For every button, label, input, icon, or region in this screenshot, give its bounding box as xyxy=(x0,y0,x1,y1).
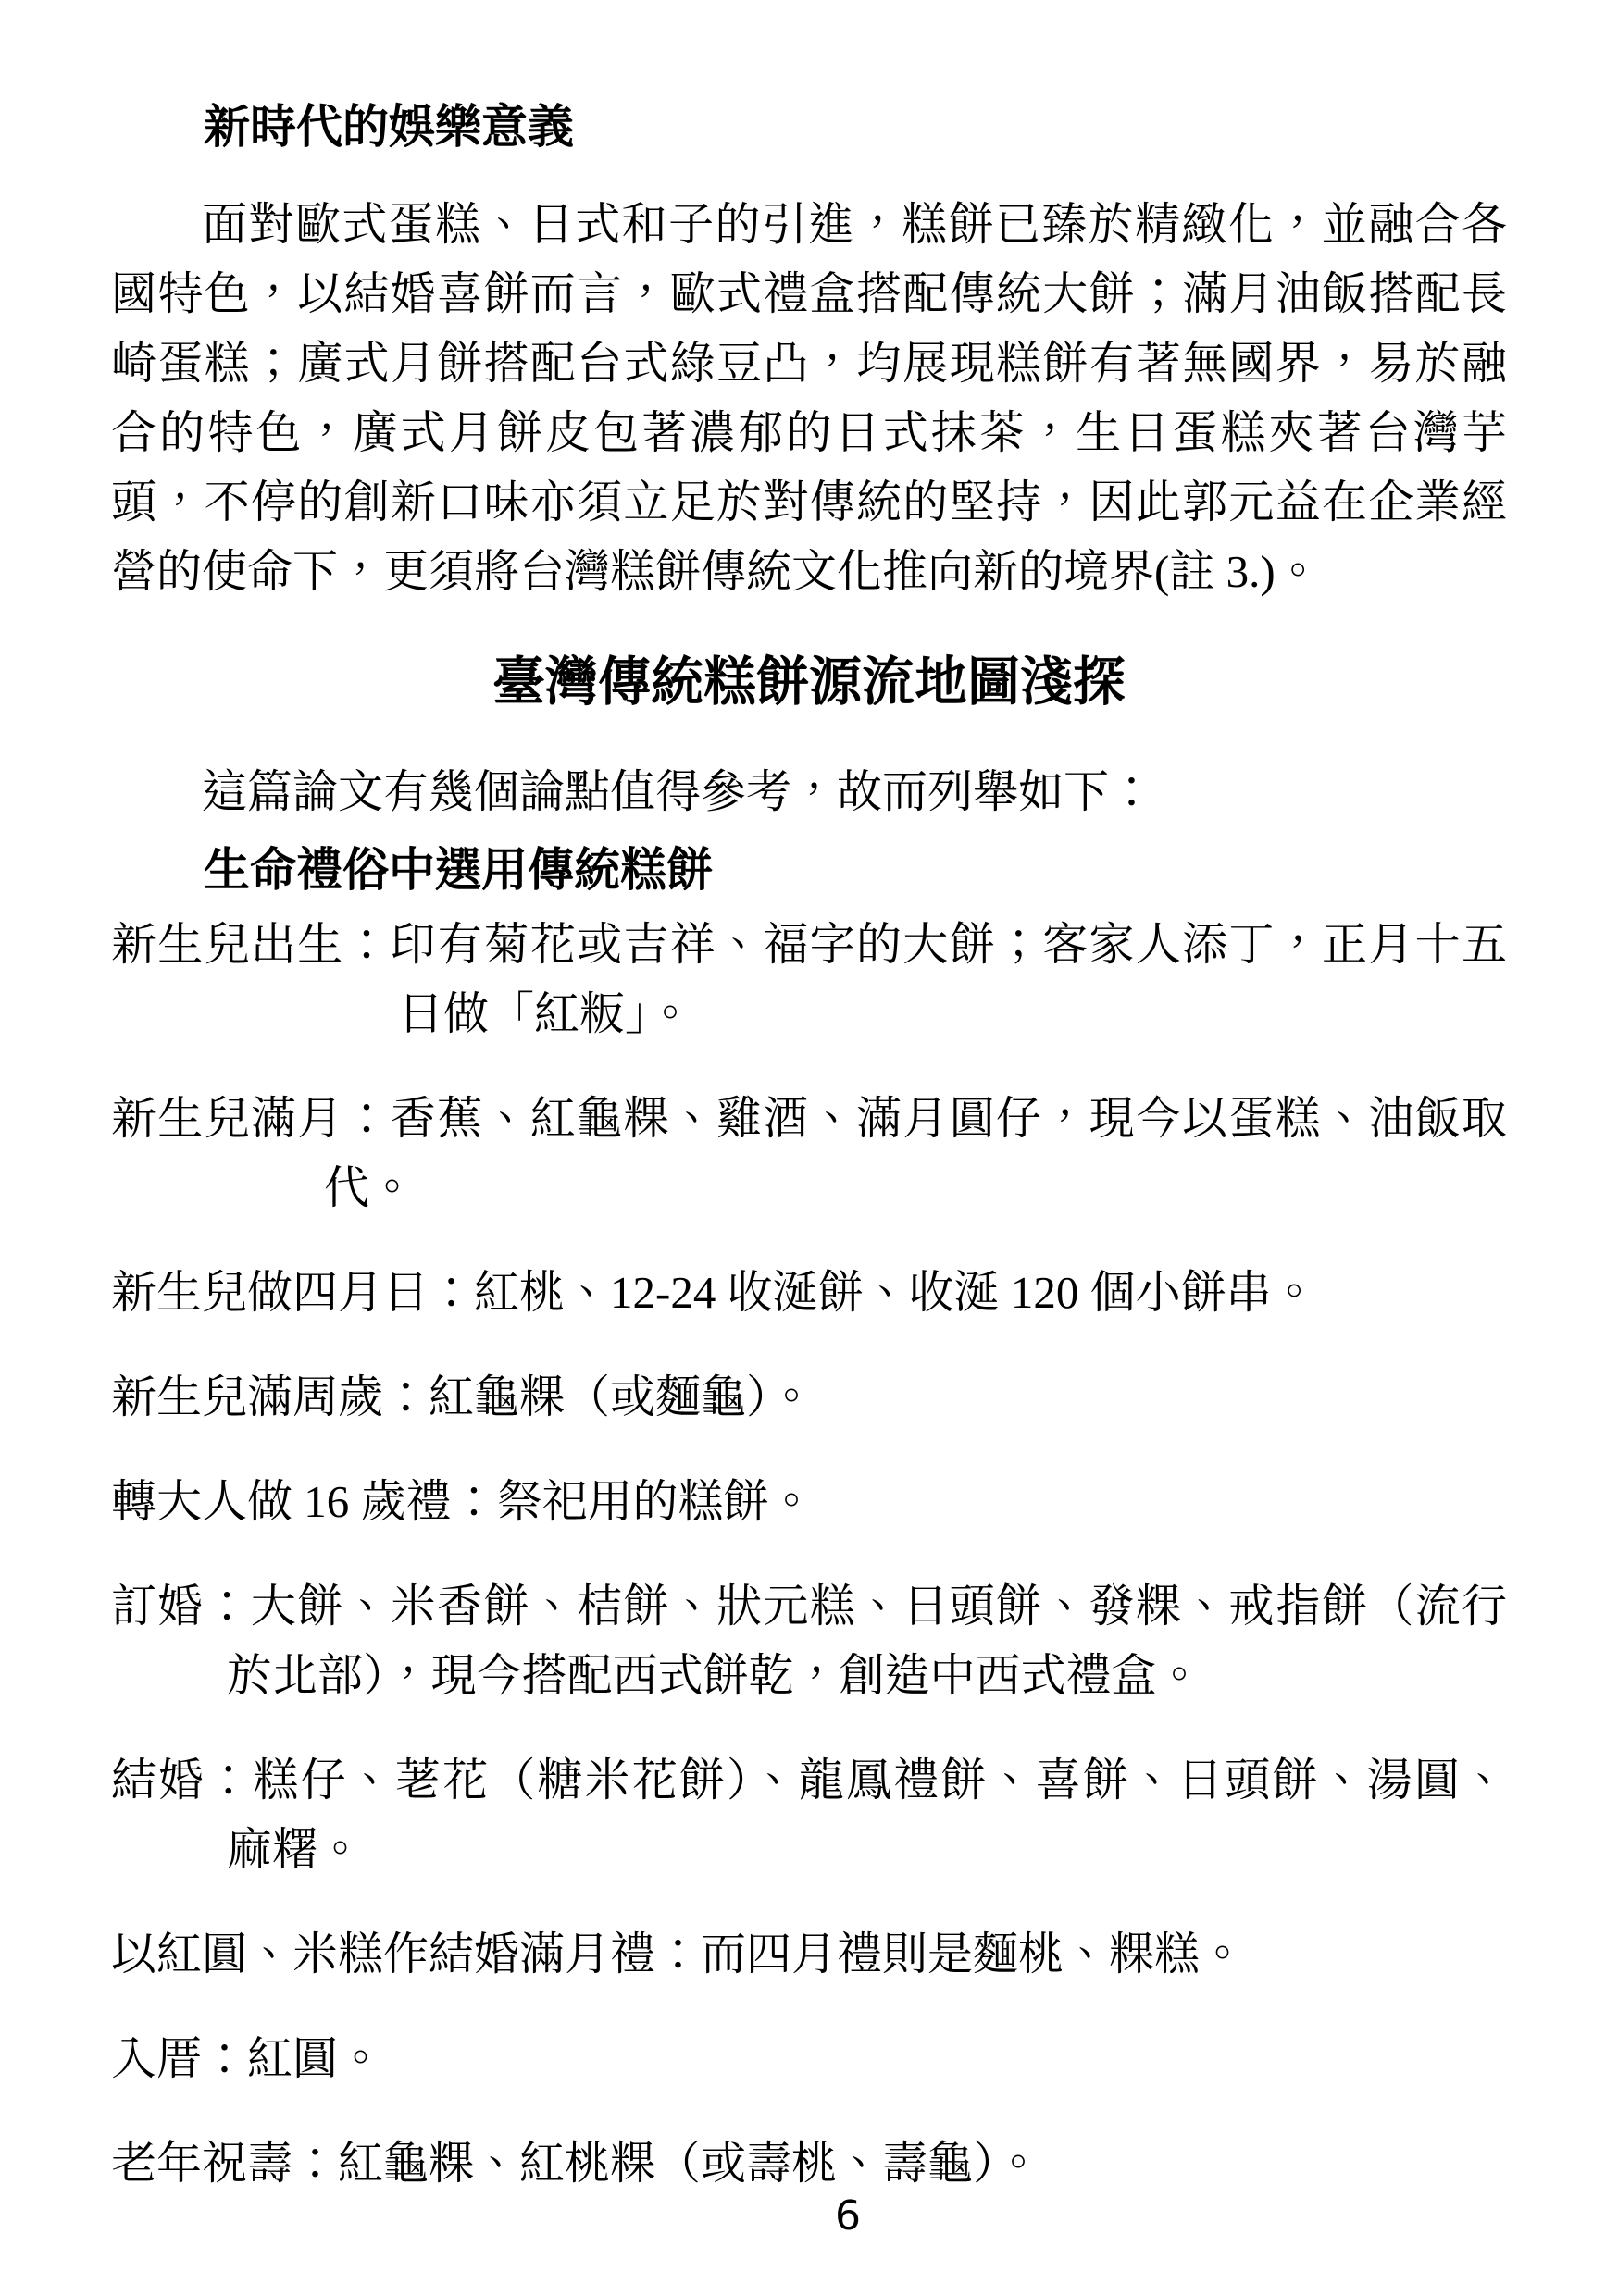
list-entry-first-birthday xyxy=(111,1362,1507,1432)
paragraph-line: 面對歐式蛋糕、日式和子的引進，糕餅已臻於精緻化，並融合各 xyxy=(202,199,1507,250)
list-entry-line: 麻糬。 xyxy=(227,1824,364,1876)
paragraph-line: 崎蛋糕；廣式月餅搭配台式綠豆凸，均展現糕餅有著無國界，易於融 xyxy=(111,338,1507,389)
page-number: 6 xyxy=(835,2192,861,2240)
list-entry-line: 日做「紅粄」。 xyxy=(398,988,693,1040)
list-entry-line: 訂婚：大餅、米香餅、桔餅、狀元糕、日頭餅、發粿、戒指餅（流行 xyxy=(111,1581,1507,1632)
paragraph-line: 頭，不停的創新口味亦須立足於對傳統的堅持，因此郭元益在企業經 xyxy=(111,477,1507,527)
paragraph-line: 營的使命下，更須將台灣糕餅傳統文化推向新的境界(註 3.)。 xyxy=(111,546,1321,597)
list-entry-fourth-month xyxy=(111,1258,1507,1327)
list-entry-line: 新生兒滿月：香蕉、紅龜粿、雞酒、滿月圓仔，現今以蛋糕、油飯取 xyxy=(111,1093,1507,1145)
list-entry-line: 以紅圓、米糕作結婚滿月禮：而四月禮則是麵桃、粿糕。 xyxy=(111,1929,1246,1980)
intro-line: 這篇論文有幾個論點值得參考，故而列舉如下： xyxy=(202,766,1155,818)
ritual-pastry-list xyxy=(111,910,1507,2198)
list-entry-line: 老年祝壽：紅龜粿、紅桃粿（或壽桃、壽龜）。 xyxy=(111,2138,1041,2190)
list-entry-elder-birthday xyxy=(111,2128,1507,2198)
list-entry-sixteen-rite xyxy=(111,1467,1507,1536)
list-entry-line: 轉大人做 16 歲禮：祭祀用的糕餅。 xyxy=(111,1476,815,1528)
list-entry-line: 入厝：紅圓。 xyxy=(111,2033,384,2085)
paragraph-line: 國特色，以結婚喜餅而言，歐式禮盒搭配傳統大餅；滿月油飯搭配長 xyxy=(111,268,1507,319)
list-entry-engagement xyxy=(111,1571,1507,1710)
list-entry-line: 新生兒滿周歲：紅龜粿（或麵龜）。 xyxy=(111,1371,815,1423)
list-entry-full-month xyxy=(111,1084,1507,1222)
list-entry-wedding-fullmonth-gift xyxy=(111,1919,1507,1989)
paragraph-line: 合的特色，廣式月餅皮包著濃郁的日式抹茶，生日蛋糕夾著台灣芋 xyxy=(111,407,1507,458)
list-entry-line: 結婚：糕仔、荖花（糖米花餅）、龍鳳禮餅、喜餅、日頭餅、湯圓、 xyxy=(111,1755,1507,1806)
section-heading-life-rituals: 生命禮俗中選用傳統糕餅 xyxy=(204,844,713,897)
list-entry-housewarming xyxy=(111,2024,1507,2093)
list-entry-line: 於北部），現今搭配西式餅乾，創造中西式禮盒。 xyxy=(227,1650,1202,1702)
list-entry-line: 新生兒出生：印有菊花或吉祥、福字的大餅；客家人添丁，正月十五 xyxy=(111,919,1507,971)
document-title: 臺灣傳統糕餅源流地圖淺探 xyxy=(492,653,1126,712)
section-heading-new-era: 新時代的娛樂意義 xyxy=(204,101,574,153)
list-entry-line: 代。 xyxy=(324,1162,416,1214)
paragraph-new-era xyxy=(111,190,1507,606)
list-entry-wedding xyxy=(111,1745,1507,1884)
list-entry-line: 新生兒做四月日：紅桃、12-24 收涎餅、收涎 120 個小餅串。 xyxy=(111,1267,1317,1319)
list-entry-newborn-birth xyxy=(111,910,1507,1049)
